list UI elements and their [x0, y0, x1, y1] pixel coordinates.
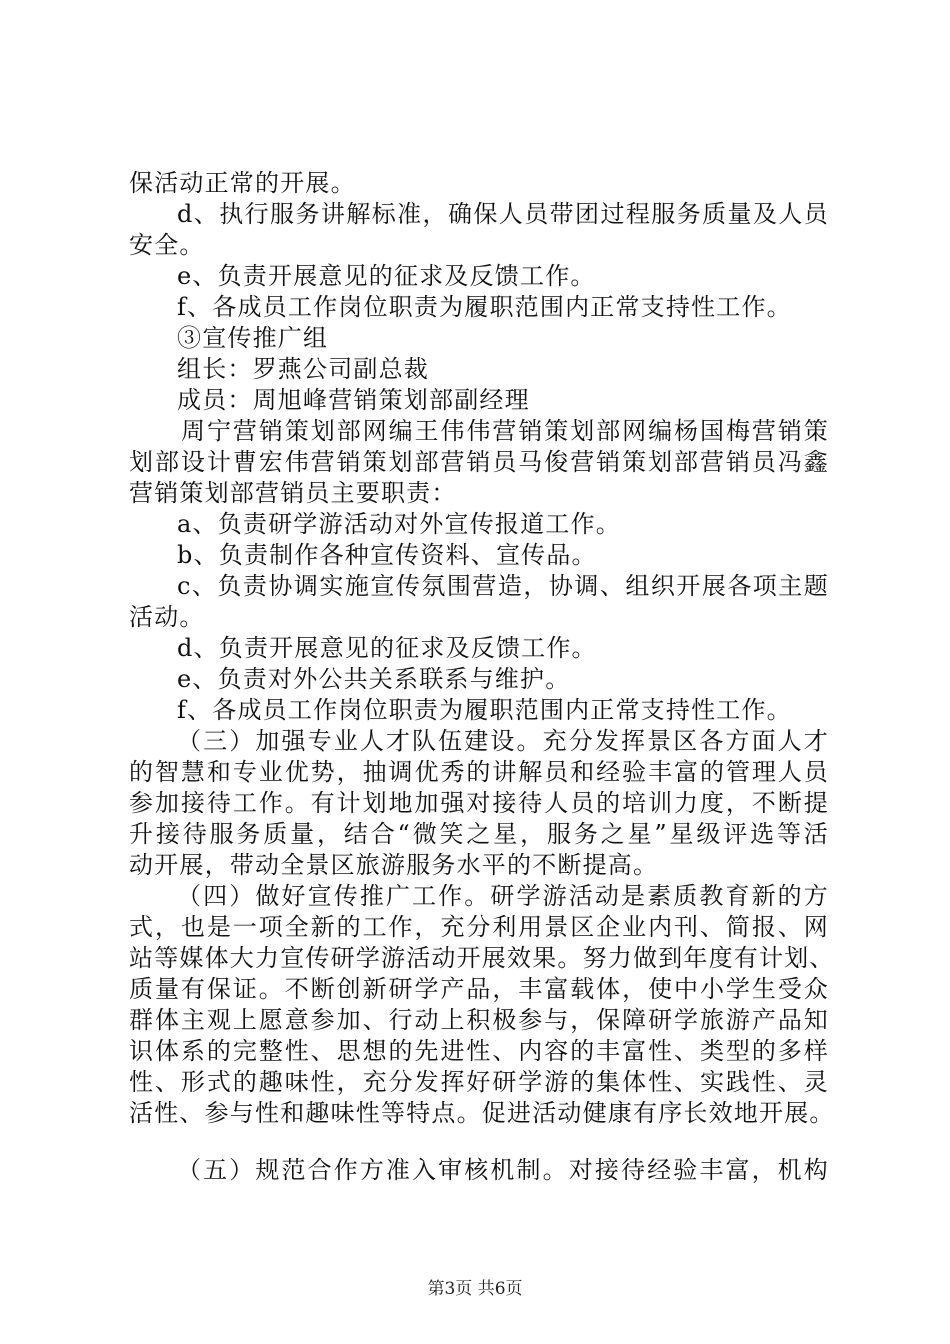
- section-heading: ③宣传推广组: [177, 324, 329, 352]
- list-item-a: a、负责研学游活动对外宣传报道工作。: [177, 510, 621, 538]
- list-item-e: e、负责对外公共关系联系与维护。: [177, 665, 571, 693]
- list-item-f: f、各成员工作岗位职责为履职范围内正常支持性工作。: [177, 293, 792, 321]
- list-item-e: e、负责开展意见的征求及反馈工作。: [177, 262, 596, 290]
- paragraph-line: 识体系的完整性、思想的先进性、内容的丰富性、类型的多样: [129, 1037, 829, 1065]
- group-members: 成员：周旭峰营销策划部副经理: [177, 386, 530, 414]
- paragraph-line: 营销策划部营销员主要职责：: [129, 479, 457, 507]
- paragraph-line: 群体主观上愿意参加、行动上积极参与，保障研学旅游产品知: [129, 1006, 829, 1034]
- list-item-d: d、执行服务讲解标准，确保人员带团过程服务质量及人员: [177, 200, 829, 228]
- page-indicator: 第3页 共6页: [427, 1279, 523, 1299]
- text-line: 安全。: [129, 231, 205, 259]
- paragraph-line: 性、形式的趣味性，充分发挥好研学游的集体性、实践性、灵: [129, 1068, 829, 1096]
- paragraph-line: 动开展，带动全景区旅游服务水平的不断提高。: [129, 851, 659, 879]
- paragraph-line: 活性、参与性和趣味性等特点。促进活动健康有序长效地开展。: [129, 1099, 835, 1127]
- list-item-b: b、负责制作各种宣传资料、宣传品。: [177, 541, 597, 569]
- text-line: 保活动正常的开展。: [129, 169, 356, 197]
- paragraph-line: 划部设计曹宏伟营销策划部营销员马俊营销策划部营销员冯鑫: [129, 448, 829, 476]
- list-item-c: c、负责协调实施宣传氛围营造，协调、组织开展各项主题: [177, 572, 829, 600]
- paragraph-line: 参加接待工作。有计划地加强对接待人员的培训力度，不断提: [129, 789, 829, 817]
- paragraph-line: 式，也是一项全新的工作，充分利用景区企业内刊、简报、网: [129, 913, 829, 941]
- group-leader: 组长：罗燕公司副总裁: [177, 355, 429, 383]
- list-item-f: f、各成员工作岗位职责为履职范围内正常支持性工作。: [177, 696, 792, 724]
- paragraph-line: 的智慧和专业优势，抽调优秀的讲解员和经验丰富的管理人员: [129, 758, 829, 786]
- paragraph-line: （五）规范合作方准入审核机制。对接待经验丰富，机构: [177, 1156, 829, 1184]
- paragraph-line: （四）做好宣传推广工作。研学游活动是素质教育新的方: [177, 882, 829, 910]
- paragraph-line: 周宁营销策划部网编王伟伟营销策划部网编杨国梅营销策: [181, 417, 829, 445]
- page-footer: [0, 1279, 950, 1299]
- paragraph-line: 站等媒体大力宣传研学游活动开展效果。努力做到年度有计划、: [129, 944, 835, 972]
- text-line: 活动。: [129, 603, 205, 631]
- paragraph-line: 质量有保证。不断创新研学产品，丰富载体，使中小学生受众: [129, 975, 829, 1003]
- document-body: [129, 168, 835, 1186]
- list-item-d: d、负责开展意见的征求及反馈工作。: [177, 634, 597, 662]
- paragraph-line: （三）加强专业人才队伍建设。充分发挥景区各方面人才: [177, 727, 829, 755]
- paragraph-line: 升接待服务质量，结合“微笑之星，服务之星”星级评选等活: [129, 820, 829, 848]
- paragraph-gap: [129, 1129, 829, 1155]
